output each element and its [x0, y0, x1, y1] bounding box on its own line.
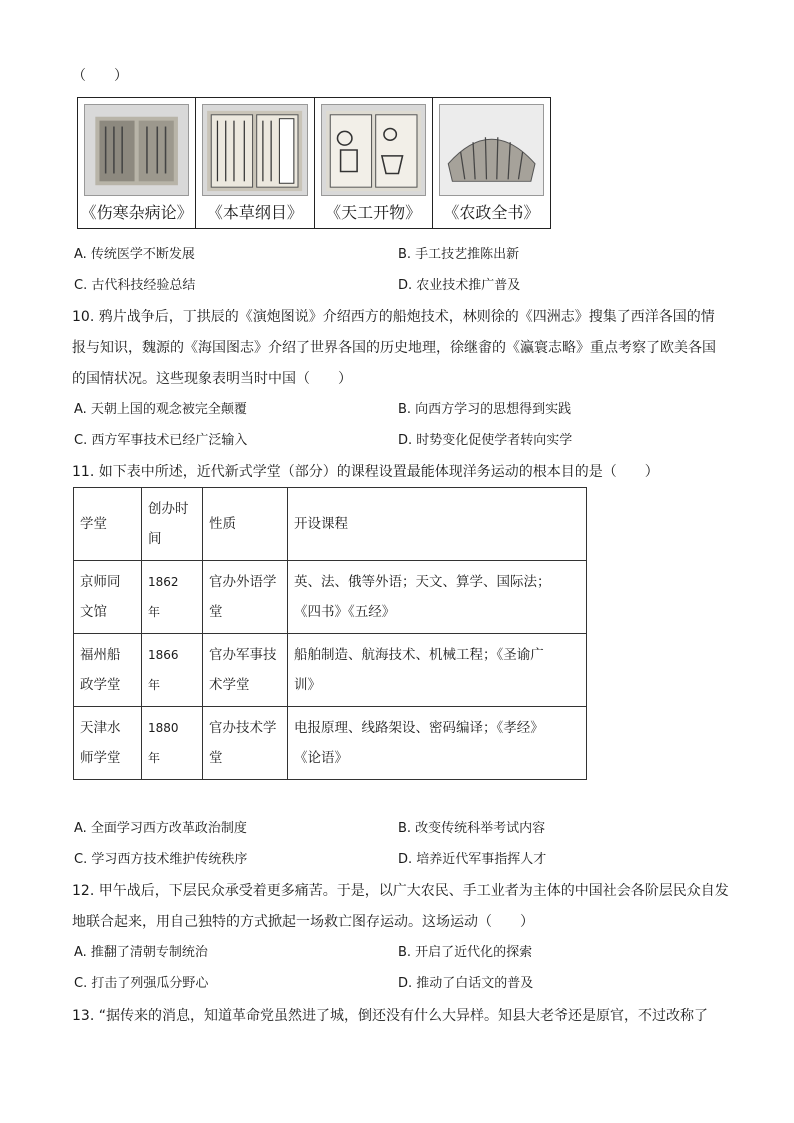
- school-type-cell: 官办军事技 术学堂: [203, 634, 288, 707]
- q11-option-b[interactable]: B. 改变传统科举考试内容: [398, 821, 546, 836]
- q12-stem-line: 12. 甲午战后，下层民众承受着更多痛苦。于是，以广大农民、手工业者为主体的中国社会各阶层民众自发: [72, 883, 729, 899]
- q10-option-c[interactable]: C. 西方军事技术已经广泛输入: [74, 433, 248, 448]
- school-type-cell: 官办外语学 堂: [203, 561, 288, 634]
- q13-stem-line: 13. “据传来的消息，知道革命党虽然进了城，倒还没有什么大异样。知县大老爷还是原官，不过改称了: [72, 1008, 708, 1024]
- q9-stem-tail: （ ）: [72, 68, 128, 84]
- q9-option-d[interactable]: D. 农业技术推广普及: [398, 278, 521, 293]
- school-name-cell: 京师同 文馆: [74, 561, 142, 634]
- q12-option-d[interactable]: D. 推动了白话文的普及: [398, 976, 534, 991]
- q9-option-c[interactable]: C. 古代科技经验总结: [74, 278, 196, 293]
- book-image-shanghan: [78, 98, 196, 228]
- school-name-cell: 福州船 政学堂: [74, 634, 142, 707]
- q11-option-c[interactable]: C. 学习西方技术维护传统秩序: [74, 852, 248, 867]
- table-row: [74, 634, 587, 707]
- table-header-cell: 开设课程: [288, 488, 587, 561]
- table-header-cell: 学堂: [74, 488, 142, 561]
- founding-year-cell: 1880 年: [142, 707, 203, 780]
- q10-option-a[interactable]: A. 天朝上国的观念被完全颠覆: [74, 402, 247, 417]
- q12-option-a[interactable]: A. 推翻了清朝专制统治: [74, 945, 208, 960]
- book-title: 《本草纲目》: [206, 203, 303, 222]
- book-title: 《伤寒杂病论》: [80, 203, 193, 222]
- book-image-strip: [77, 97, 551, 229]
- q11-option-a[interactable]: A. 全面学习西方改革政治制度: [74, 821, 247, 836]
- founding-year-cell: 1862 年: [142, 561, 203, 634]
- school-course-table: [73, 487, 587, 780]
- courses-cell: 电报原理、线路架设、密码编译；《孝经》 《论语》: [288, 707, 587, 780]
- book-image-bencao: [196, 98, 314, 228]
- table-header-cell: 性质: [203, 488, 288, 561]
- courses-cell: 船舶制造、航海技术、机械工程；《圣谕广 训》: [288, 634, 587, 707]
- table-header-row: [74, 488, 587, 561]
- q10-option-d[interactable]: D. 时势变化促使学者转向实学: [398, 433, 573, 448]
- book-photo: [439, 104, 544, 196]
- q12-option-c[interactable]: C. 打击了列强瓜分野心: [74, 976, 209, 991]
- table-row: [74, 561, 587, 634]
- school-name-cell: 天津水 师学堂: [74, 707, 142, 780]
- q9-option-a[interactable]: A. 传统医学不断发展: [74, 247, 195, 262]
- q11-stem: 11. 如下表中所述，近代新式学堂（部分）的课程设置最能体现洋务运动的根本目的是（ ）: [72, 464, 659, 480]
- book-title: 《天工开物》: [325, 203, 422, 222]
- book-photo: [84, 104, 189, 196]
- book-image-tiangong: [315, 98, 433, 228]
- q12-stem-line: 地联合起来，用自己独特的方式掀起一场救亡图存运动。这场运动（ ）: [72, 914, 534, 930]
- q10-option-b[interactable]: B. 向西方学习的思想得到实践: [398, 402, 572, 417]
- book-photo: [321, 104, 426, 196]
- q9-option-b[interactable]: B. 手工技艺推陈出新: [398, 247, 520, 262]
- table-header-cell: 创办时 间: [142, 488, 203, 561]
- q10-stem-line: 报与知识，魏源的《海国图志》介绍了世界各国的历史地理，徐继畬的《瀛寰志略》重点考察了欧美各国: [72, 340, 716, 356]
- q12-option-b[interactable]: B. 开启了近代化的探索: [398, 945, 533, 960]
- book-photo: [202, 104, 307, 196]
- book-title: 《农政全书》: [443, 203, 540, 222]
- school-type-cell: 官办技术学 堂: [203, 707, 288, 780]
- founding-year-cell: 1866 年: [142, 634, 203, 707]
- table-row: [74, 707, 587, 780]
- courses-cell: 英、法、俄等外语；天文、算学、国际法； 《四书》《五经》: [288, 561, 587, 634]
- q11-option-d[interactable]: D. 培养近代军事指挥人才: [398, 852, 547, 867]
- q10-stem-line: 10. 鸦片战争后，丁拱辰的《演炮图说》介绍西方的船炮技术，林则徐的《四洲志》搜集了西洋各国的情: [72, 309, 715, 325]
- q10-stem-line: 的国情状况。这些现象表明当时中国（ ）: [72, 371, 352, 387]
- book-image-nongzheng: [433, 98, 550, 228]
